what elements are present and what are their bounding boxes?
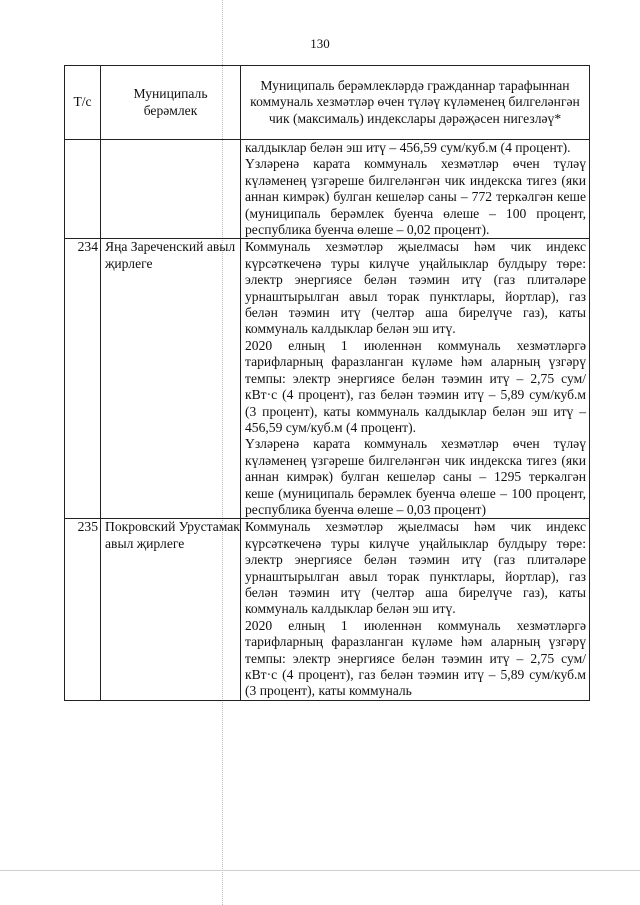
justification-cell [241, 519, 590, 700]
header-justification: Муниципаль берәмлекләрдә гражданнар тарафыннан коммуналь хезмәтләр өчен түләү күләменең билгеләнгән чик (максималь) индекслары дәрәҗәсен нигезләү* [241, 66, 590, 140]
page-number: 130 [310, 36, 330, 51]
services-paragraph: Коммуналь хезмәтләр җыелмасы һәм чик индекс күрсәткеченә туры килүче уңайлыклар булдыру төре: электр энергиясе белән тәэмин итү (газ плитәләре урнаштырылган авыл торак пунктлары, йортлар), газ белән тәэмин итү (челтәр аша бирелүче газ), каты коммуналь калдыклар белән эш итү. [245, 519, 586, 617]
table-row-235 [65, 519, 590, 700]
table-header-row [65, 66, 590, 140]
services-paragraph: Коммуналь хезмәтләр җыелмасы һәм чик индекс күрсәткеченә туры килүче уңайлыклар булдыру төре: электр энергиясе белән тәэмин итү (газ плитәләре урнаштырылган авыл торак пунктлары, йортлар), газ белән тәэмин итү (челтәр аша бирелүче газ), каты коммуналь калдыклар белән эш итү. [245, 239, 586, 337]
table-row-234 [65, 239, 590, 519]
justification-cell [241, 239, 590, 519]
residents-paragraph: Үзләренә карата коммуналь хезмәтләр өчен түләү күләменең үзгәреше билгеләнгән чик индекска тигез (яки аннан кимрәк) булган кешеләр саны – 1295 теркәлгән кеше (муниципаль берәмлек буенча өлеше – 100 процент, республика буенча өлеше – 0,03 процент) [245, 436, 586, 517]
continuation-paragraph-1: калдыклар белән эш итү – 456,59 сум/куб.м (4 процент). [245, 140, 571, 155]
row-number: 235 [65, 519, 101, 700]
continuation-text-cell [241, 140, 590, 239]
row-number: 234 [65, 239, 101, 519]
header-number: Т/с [65, 66, 101, 140]
header-municipality: Муниципаль берәмлек [101, 66, 241, 140]
continuation-number-cell [65, 140, 101, 239]
municipality-name: Покровский Урустамак авыл җирлеге [101, 519, 241, 700]
continuation-name-cell [101, 140, 241, 239]
municipality-name: Яңа Зареченский авыл җирлеге [101, 239, 241, 519]
continuation-paragraph-2: Үзләренә карата коммуналь хезмәтләр өчен түләү күләменең үзгәреше билгеләнгән чик индекска тигез (яки аннан кимрәк) булган кешеләр саны – 772 теркәлгән кеше (муниципаль берәмлек буенча өлеше – 100 процент, республика буенча өлеше – 0,02 процент). [245, 156, 586, 238]
tariff-table [64, 65, 590, 701]
scan-artifact-horizontal-line [0, 870, 640, 871]
table-row-continuation [65, 140, 590, 239]
tariffs-paragraph: 2020 елның 1 июленнән коммуналь хезмәтләргә тарифларның фаразланган күләме һәм аларның үзгәрү темпы: электр энергиясе белән тәэмин итү – 2,75 сум/кВт·с (4 процент), газ белән тәэмин итү – 5,89 сум/куб.м (3 процент), каты коммуналь [245, 617, 586, 699]
tariffs-paragraph: 2020 елның 1 июленнән коммуналь хезмәтләргә тарифларның фаразланган күләме һәм аларның үзгәрү темпы: электр энергиясе белән тәэмин итү – 2,75 сум/кВт·с (4 процент), газ белән тәэмин итү – 5,89 сум/куб.м (3 процент), каты коммуналь калдыклар белән эш итү – 456,59 сум/куб.м (4 процент). [245, 337, 586, 435]
